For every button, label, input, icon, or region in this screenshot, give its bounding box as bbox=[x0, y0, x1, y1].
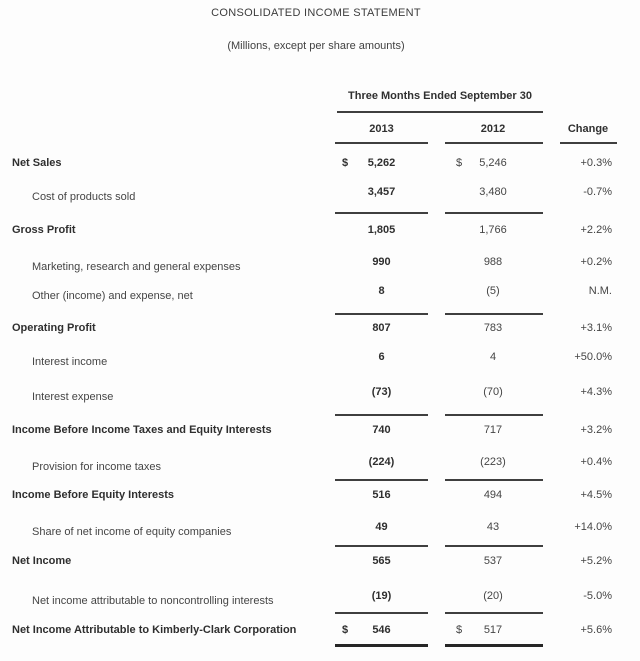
change-value: +0.4% bbox=[580, 456, 612, 468]
row-label: Net Sales bbox=[12, 157, 62, 169]
value-number: (73) bbox=[371, 386, 392, 398]
subtotal-rule bbox=[335, 212, 428, 214]
statement-row bbox=[0, 183, 640, 201]
value-number: 49 bbox=[375, 521, 388, 533]
change-value: +4.5% bbox=[580, 489, 612, 501]
row-label: Income Before Income Taxes and Equity Interests bbox=[12, 424, 272, 436]
value-2013-cell bbox=[335, 421, 428, 439]
value-2012-cell bbox=[443, 319, 543, 337]
value-number: 5,262 bbox=[367, 157, 396, 169]
subtotal-rule bbox=[335, 414, 428, 416]
dollar-sign: $ bbox=[342, 157, 349, 169]
value-2012-cell bbox=[443, 486, 543, 504]
value-2013-cell bbox=[335, 154, 428, 172]
value-2012-cell bbox=[443, 621, 543, 639]
value-number: (20) bbox=[483, 590, 503, 602]
value-2013-cell bbox=[335, 348, 428, 366]
value-number: 6 bbox=[378, 351, 385, 363]
change-value: +5.6% bbox=[580, 624, 612, 636]
value-number: 717 bbox=[483, 424, 503, 436]
column-header-change: Change bbox=[567, 123, 609, 135]
value-number: 8 bbox=[378, 285, 385, 297]
value-2012-cell bbox=[443, 253, 543, 271]
value-2012-cell bbox=[443, 282, 543, 300]
row-label: Interest expense bbox=[32, 391, 114, 403]
subtotal-rule bbox=[445, 479, 543, 481]
change-value: +2.2% bbox=[580, 224, 612, 236]
value-2012-cell bbox=[443, 587, 543, 605]
statement-title: CONSOLIDATED INCOME STATEMENT bbox=[211, 7, 421, 19]
value-number: (224) bbox=[368, 456, 395, 468]
value-2013-cell bbox=[335, 183, 428, 201]
subtotal-rule bbox=[445, 414, 543, 416]
value-number: 1,766 bbox=[479, 224, 507, 236]
period-underline bbox=[337, 111, 543, 113]
statement-row bbox=[0, 319, 640, 337]
value-2013-cell bbox=[335, 221, 428, 239]
value-2013-cell bbox=[335, 319, 428, 337]
statement-row bbox=[0, 348, 640, 366]
subtotal-rule bbox=[335, 479, 428, 481]
value-2012-cell bbox=[443, 453, 543, 471]
value-number: 565 bbox=[372, 555, 391, 567]
value-number: 807 bbox=[372, 322, 391, 334]
row-label: Interest income bbox=[32, 356, 108, 368]
grand-total-rule bbox=[445, 644, 543, 647]
subtotal-rule bbox=[335, 313, 428, 315]
value-number: 43 bbox=[486, 521, 500, 533]
dollar-sign: $ bbox=[456, 624, 463, 636]
statement-row bbox=[0, 486, 640, 504]
value-2013-cell bbox=[335, 282, 428, 300]
value-2013-cell bbox=[335, 383, 428, 401]
column-header-2012: 2012 bbox=[480, 123, 506, 135]
statement-row bbox=[0, 518, 640, 536]
value-number: (70) bbox=[483, 386, 503, 398]
row-label: Net Income bbox=[12, 555, 72, 567]
row-label: Other (income) and expense, net bbox=[32, 290, 193, 302]
subtotal-rule bbox=[335, 545, 428, 547]
row-label: Income Before Equity Interests bbox=[12, 489, 174, 501]
value-number: (5) bbox=[486, 285, 500, 297]
value-number: 516 bbox=[372, 489, 391, 501]
value-number: 517 bbox=[483, 624, 503, 636]
column-underline-2013 bbox=[335, 142, 428, 144]
subtotal-rule bbox=[335, 612, 428, 614]
statement-row bbox=[0, 421, 640, 439]
value-number: (19) bbox=[371, 590, 392, 602]
value-number: 537 bbox=[483, 555, 503, 567]
row-label: Marketing, research and general expenses bbox=[32, 261, 241, 273]
change-value: +4.3% bbox=[580, 386, 612, 398]
value-number: 988 bbox=[483, 256, 503, 268]
value-2013-cell bbox=[335, 518, 428, 536]
value-number: (223) bbox=[480, 456, 506, 468]
subtotal-rule bbox=[445, 212, 543, 214]
row-label: Cost of products sold bbox=[32, 191, 136, 203]
value-2012-cell bbox=[443, 348, 543, 366]
change-value: -0.7% bbox=[583, 186, 612, 198]
value-2013-cell bbox=[335, 621, 428, 639]
statement-row bbox=[0, 621, 640, 639]
value-2012-cell bbox=[443, 518, 543, 536]
statement-row bbox=[0, 221, 640, 239]
value-2013-cell bbox=[335, 587, 428, 605]
value-number: 1,805 bbox=[367, 224, 396, 236]
statement-subtitle: (Millions, except per share amounts) bbox=[227, 40, 405, 52]
row-label: Share of net income of equity companies bbox=[32, 526, 232, 538]
value-2012-cell bbox=[443, 221, 543, 239]
dollar-sign: $ bbox=[342, 624, 349, 636]
statement-row bbox=[0, 552, 640, 570]
change-value: +50.0% bbox=[574, 351, 612, 363]
value-number: 740 bbox=[372, 424, 391, 436]
statement-row bbox=[0, 453, 640, 471]
value-number: 3,480 bbox=[479, 186, 507, 198]
value-2012-cell bbox=[443, 154, 543, 172]
statement-row bbox=[0, 253, 640, 271]
subtotal-rule bbox=[445, 612, 543, 614]
statement-row bbox=[0, 282, 640, 300]
change-value: -5.0% bbox=[583, 590, 612, 602]
change-value: N.M. bbox=[588, 285, 612, 297]
period-header: Three Months Ended September 30 bbox=[348, 90, 532, 102]
change-value: +0.3% bbox=[580, 157, 612, 169]
value-number: 546 bbox=[372, 624, 391, 636]
column-header-2013: 2013 bbox=[369, 123, 394, 135]
change-value: +0.2% bbox=[580, 256, 612, 268]
value-2013-cell bbox=[335, 253, 428, 271]
row-label: Net Income Attributable to Kimberly-Clark Corporation bbox=[12, 624, 297, 636]
change-value: +3.1% bbox=[580, 322, 612, 334]
dollar-sign: $ bbox=[456, 157, 463, 169]
column-underline-change bbox=[560, 142, 617, 144]
value-2012-cell bbox=[443, 552, 543, 570]
change-value: +5.2% bbox=[580, 555, 612, 567]
grand-total-rule bbox=[335, 644, 428, 647]
value-number: 3,457 bbox=[367, 186, 396, 198]
statement-row bbox=[0, 383, 640, 401]
value-2013-cell bbox=[335, 486, 428, 504]
statement-row bbox=[0, 154, 640, 172]
row-label: Gross Profit bbox=[12, 224, 76, 236]
value-number: 494 bbox=[483, 489, 503, 501]
value-number: 783 bbox=[483, 322, 503, 334]
change-value: +14.0% bbox=[574, 521, 612, 533]
row-label: Provision for income taxes bbox=[32, 461, 161, 473]
value-2013-cell bbox=[335, 453, 428, 471]
change-value: +3.2% bbox=[580, 424, 612, 436]
subtotal-rule bbox=[445, 313, 543, 315]
value-number: 4 bbox=[489, 351, 497, 363]
column-underline-2012 bbox=[445, 142, 543, 144]
subtotal-rule bbox=[445, 545, 543, 547]
value-2012-cell bbox=[443, 421, 543, 439]
value-2013-cell bbox=[335, 552, 428, 570]
row-label: Net income attributable to noncontrolling interests bbox=[32, 595, 274, 607]
statement-row bbox=[0, 587, 640, 605]
value-2012-cell bbox=[443, 183, 543, 201]
value-number: 990 bbox=[372, 256, 391, 268]
value-number: 5,246 bbox=[479, 157, 507, 169]
row-label: Operating Profit bbox=[12, 322, 96, 334]
value-2012-cell bbox=[443, 383, 543, 401]
